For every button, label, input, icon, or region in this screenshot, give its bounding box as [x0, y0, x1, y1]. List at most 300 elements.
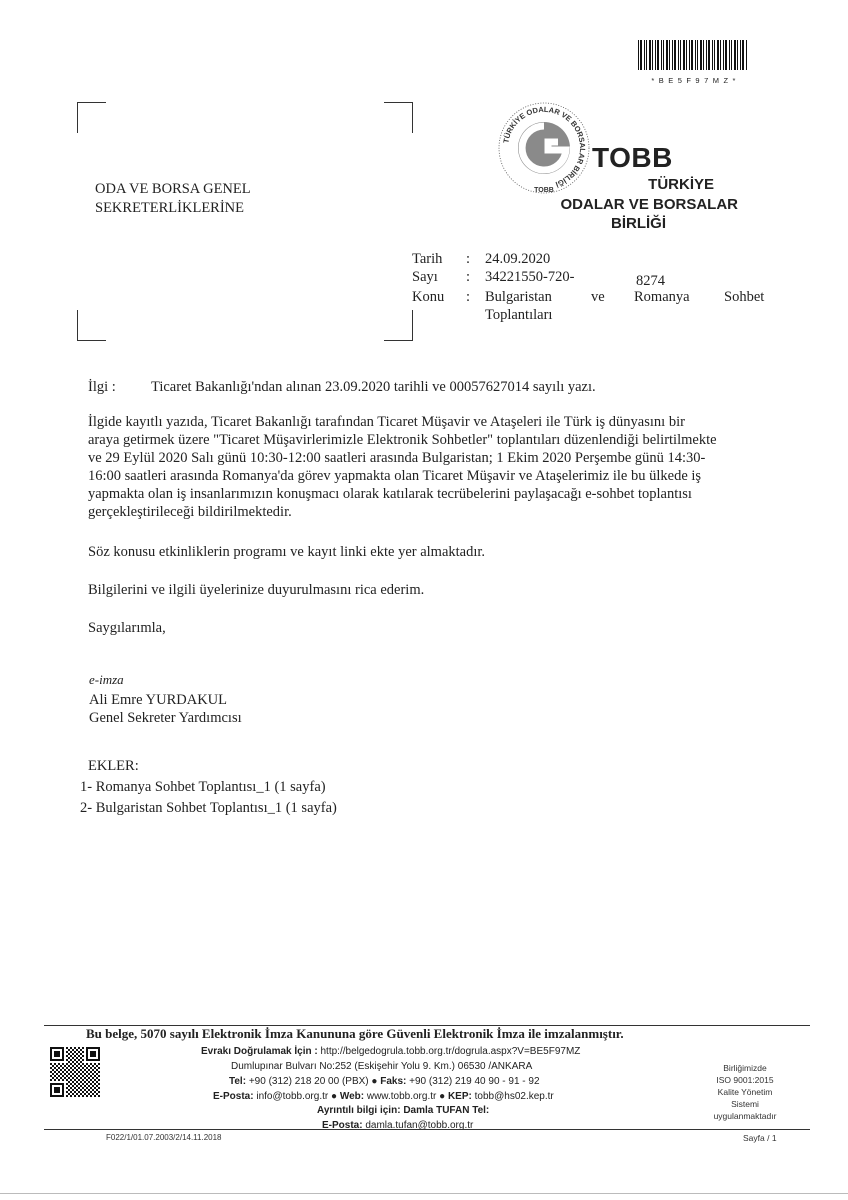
qr-module [52, 1077, 54, 1079]
barcode-bar [652, 40, 653, 70]
qr-module [52, 1065, 54, 1067]
web-value[interactable]: www.tobb.org.tr [366, 1091, 437, 1102]
qr-module [50, 1095, 52, 1097]
qr-module [62, 1047, 64, 1049]
qr-module [98, 1067, 100, 1069]
qr-module [50, 1055, 52, 1057]
qr-module [92, 1077, 94, 1079]
qr-module [62, 1049, 64, 1051]
qr-module [78, 1091, 80, 1093]
qr-module [74, 1079, 76, 1081]
qr-module [82, 1059, 84, 1061]
logo-line3: BİRLİĞİ [611, 215, 666, 232]
email-label: E-Posta: [213, 1091, 254, 1102]
qr-module [80, 1065, 82, 1067]
qr-module [54, 1089, 56, 1091]
barcode-bar [649, 40, 651, 70]
qr-module [90, 1051, 92, 1053]
qr-module [94, 1051, 96, 1053]
qr-module [78, 1087, 80, 1089]
qr-module [96, 1059, 98, 1061]
qr-module [68, 1065, 70, 1067]
qr-module [62, 1087, 64, 1089]
qr-module [50, 1087, 52, 1089]
qr-module [98, 1071, 100, 1073]
barcode-bar [731, 40, 732, 70]
qr-module [98, 1049, 100, 1051]
signatory-name: Ali Emre YURDAKUL [89, 692, 227, 708]
email-value[interactable]: info@tobb.org.tr [256, 1091, 329, 1102]
barcode-bar [734, 40, 736, 70]
qr-module [70, 1051, 72, 1053]
qr-module [62, 1085, 64, 1087]
barcode-bars [636, 40, 752, 70]
qr-module [98, 1087, 100, 1089]
qr-module [60, 1069, 62, 1071]
qr-module [78, 1095, 80, 1097]
footer-contact: E-Posta: info@tobb.org.tr ● Web: www.tobb.org.tr ● KEP: tobb@hs02.kep.tr [213, 1091, 554, 1102]
qr-module [84, 1077, 86, 1079]
qr-module [88, 1085, 90, 1087]
qr-module [96, 1077, 98, 1079]
qr-module [50, 1057, 52, 1059]
qr-module [72, 1061, 74, 1063]
iso-line: Birliğimizde [723, 1063, 767, 1073]
qr-module [58, 1079, 60, 1081]
paragraph-line: araya getirmek üzere "Ticaret Müşavirlerimizle Elektronik Sohbetler" toplantıları düzenlendiği belirtilmekte [88, 432, 717, 448]
qr-module [92, 1053, 94, 1055]
qr-module [86, 1047, 88, 1049]
qr-module [88, 1047, 90, 1049]
qr-module [74, 1047, 76, 1049]
qr-module [86, 1083, 88, 1085]
qr-module [58, 1063, 60, 1065]
page-number: Sayfa / 1 [743, 1133, 777, 1143]
qr-module [96, 1089, 98, 1091]
qr-module [88, 1069, 90, 1071]
barcode-bar [663, 40, 664, 70]
qr-module [68, 1085, 70, 1087]
qr-module [74, 1083, 76, 1085]
qr-module [70, 1059, 72, 1061]
barcode-bar [729, 40, 730, 70]
qr-module [84, 1093, 86, 1095]
qr-module [50, 1063, 52, 1065]
number-value: 34221550-720- [485, 269, 575, 285]
qr-module [50, 1047, 52, 1049]
iso-line: uygulanmaktadır [713, 1111, 777, 1121]
qr-module [62, 1071, 64, 1073]
reference-label: İlgi : [88, 379, 116, 395]
barcode-bar [697, 40, 698, 70]
barcode-bar [683, 40, 685, 70]
qr-module [66, 1083, 68, 1085]
window-corner-top-left [77, 102, 106, 133]
qr-module [98, 1055, 100, 1057]
qr-module [54, 1091, 56, 1093]
qr-module [76, 1061, 78, 1063]
qr-module [70, 1067, 72, 1069]
qr-module [80, 1085, 82, 1087]
qr-module [64, 1073, 66, 1075]
qr-module [98, 1095, 100, 1097]
iso-statement [700, 1062, 790, 1122]
number-colon: : [466, 269, 471, 285]
attachments-label: EKLER: [88, 758, 139, 774]
qr-module [58, 1067, 60, 1069]
qr-module [88, 1077, 90, 1079]
qr-module [70, 1063, 72, 1065]
barcode-bar [680, 40, 681, 70]
qr-module [54, 1095, 56, 1097]
qr-module [62, 1095, 64, 1097]
barcode-bar [686, 40, 687, 70]
qr-module [72, 1093, 74, 1095]
barcode-bar [674, 40, 676, 70]
qr-module [88, 1089, 90, 1091]
qr-module [62, 1063, 64, 1065]
qr-module [98, 1063, 100, 1065]
qr-module [50, 1089, 52, 1091]
qr-module [58, 1075, 60, 1077]
date-value: 24.09.2020 [485, 251, 551, 267]
qr-module [90, 1075, 92, 1077]
qr-module [74, 1051, 76, 1053]
qr-module [80, 1061, 82, 1063]
qr-module [62, 1059, 64, 1061]
qr-module [78, 1047, 80, 1049]
qr-module [64, 1065, 66, 1067]
qr-module [76, 1085, 78, 1087]
qr-module [66, 1071, 68, 1073]
qr-module [60, 1059, 62, 1061]
subject-word-4: Sohbet [724, 289, 765, 305]
qr-module [88, 1081, 90, 1083]
qr-module [66, 1087, 68, 1089]
qr-module [86, 1057, 88, 1059]
qr-module [58, 1095, 60, 1097]
qr-code [50, 1044, 100, 1100]
qr-module [66, 1095, 68, 1097]
footer-verify [201, 1046, 580, 1057]
qr-module [70, 1071, 72, 1073]
tobb-logo [496, 100, 746, 240]
qr-module [56, 1087, 58, 1089]
window-corner-top-right [384, 102, 413, 133]
qr-module [56, 1059, 58, 1061]
qr-module [54, 1075, 56, 1077]
footer-rule-bottom [44, 1129, 810, 1130]
qr-module [76, 1073, 78, 1075]
qr-module [80, 1057, 82, 1059]
qr-module [58, 1087, 60, 1089]
barcode-bar [655, 40, 656, 70]
qr-module [62, 1075, 64, 1077]
tel-label: Tel: [229, 1076, 247, 1087]
qr-module [98, 1079, 100, 1081]
qr-module [56, 1069, 58, 1071]
verify-url[interactable]: http://belgedogrula.tobb.org.tr/dogrula.aspx?V=BE5F97MZ [320, 1046, 581, 1057]
qr-module [74, 1087, 76, 1089]
paragraph-line: yapmakta olan iş insanlarımızın konuşmacı olarak katılarak tecrübelerini paylaşacağı e-sohbet toplantısı [88, 486, 692, 502]
paragraph-line: ve 29 Eylül 2020 Salı günü 10:30-12:00 saatleri arasında Bulgaristan; 1 Ekim 2020 Perşembe günü 14:30- [88, 450, 706, 466]
eimza-mark: e-imza [89, 672, 124, 687]
attachment-item-2: 2- Bulgaristan Sohbet Toplantısı_1 (1 sayfa) [80, 800, 337, 816]
qr-module [62, 1093, 64, 1095]
qr-module [82, 1083, 84, 1085]
qr-module [52, 1095, 54, 1097]
qr-module [80, 1081, 82, 1083]
qr-module [94, 1091, 96, 1093]
qr-module [78, 1059, 80, 1061]
qr-module [58, 1091, 60, 1093]
subject-colon: : [466, 289, 471, 305]
body-paragraph-2: Söz konusu etkinliklerin programı ve kayıt linki ekte yer almaktadır. [88, 544, 486, 560]
detail-label: Ayrıntılı bilgi için: [317, 1105, 401, 1116]
qr-module [90, 1095, 92, 1097]
qr-module [52, 1083, 54, 1085]
subject-label: Konu [412, 289, 445, 305]
qr-module [54, 1087, 56, 1089]
qr-module [74, 1059, 76, 1061]
paragraph-line: 16:00 saatleri arasında Romanya'da görev yapmakta olan Ticaret Müşavir ve Ataşelerimiz ile bu ülkede iş [88, 468, 702, 484]
qr-module [60, 1065, 62, 1067]
qr-module [50, 1071, 52, 1073]
qr-module [92, 1081, 94, 1083]
qr-module [50, 1085, 52, 1087]
qr-module [70, 1079, 72, 1081]
recipient-line2: SEKRETERLİKLERİNE [95, 200, 245, 216]
qr-module [56, 1095, 58, 1097]
qr-module [56, 1073, 58, 1075]
qr-module [50, 1075, 52, 1077]
qr-module [92, 1059, 94, 1061]
qr-module [74, 1095, 76, 1097]
qr-module [76, 1081, 78, 1083]
qr-module [68, 1077, 70, 1079]
qr-module [68, 1093, 70, 1095]
qr-module [68, 1089, 70, 1091]
qr-module [90, 1083, 92, 1085]
qr-module [72, 1053, 74, 1055]
barcode-bar [638, 40, 639, 70]
qr-module [94, 1063, 96, 1065]
qr-module [84, 1069, 86, 1071]
web-label: Web: [339, 1091, 365, 1102]
iso-line: ISO 9001:2015 [716, 1075, 774, 1085]
qr-module [56, 1055, 58, 1057]
logo-line2: ODALAR VE BORSALAR [560, 196, 738, 213]
qr-module [70, 1075, 72, 1077]
barcode-bar [703, 40, 704, 70]
detail-email-value[interactable]: damla.tufan@tobb.org.tr [365, 1120, 474, 1131]
qr-module [66, 1075, 68, 1077]
qr-module [54, 1047, 56, 1049]
qr-module [68, 1053, 70, 1055]
qr-module [54, 1083, 56, 1085]
barcode-bar [720, 40, 721, 70]
logo-line1: TÜRKİYE [648, 176, 714, 193]
qr-module [72, 1085, 74, 1087]
qr-module [58, 1089, 60, 1091]
qr-module [96, 1093, 98, 1095]
qr-module [78, 1051, 80, 1053]
qr-module [90, 1063, 92, 1065]
window-corner-bottom-right [384, 310, 413, 341]
barcode-bar [644, 40, 645, 70]
date-label: Tarih [412, 251, 443, 267]
subject-word-2: ve [591, 289, 605, 305]
qr-module [66, 1059, 68, 1061]
qr-module [90, 1087, 92, 1089]
qr-module [76, 1093, 78, 1095]
qr-module [82, 1047, 84, 1049]
qr-module [82, 1067, 84, 1069]
qr-module [80, 1053, 82, 1055]
qr-module [86, 1051, 88, 1053]
qr-module [76, 1049, 78, 1051]
logo-name: TOBB [592, 142, 673, 173]
detail-tel-label: Tel: [472, 1105, 490, 1116]
qr-module [50, 1091, 52, 1093]
qr-module [58, 1055, 60, 1057]
qr-module [60, 1095, 62, 1097]
barcode-bar [737, 40, 738, 70]
barcode-bar [640, 40, 642, 70]
qr-module [52, 1073, 54, 1075]
qr-module [98, 1059, 100, 1061]
fax-label: Faks: [380, 1076, 407, 1087]
qr-module [78, 1083, 80, 1085]
barcode-bar [700, 40, 702, 70]
qr-module [82, 1091, 84, 1093]
qr-module [90, 1055, 92, 1057]
date-colon: : [466, 251, 471, 267]
barcode-bar [695, 40, 696, 70]
qr-module [68, 1073, 70, 1075]
qr-module [94, 1055, 96, 1057]
barcode-bar [669, 40, 670, 70]
qr-module [96, 1065, 98, 1067]
qr-module [76, 1057, 78, 1059]
qr-module [54, 1059, 56, 1061]
barcode-bar [657, 40, 659, 70]
qr-module [88, 1093, 90, 1095]
qr-module [78, 1055, 80, 1057]
qr-module [94, 1053, 96, 1055]
qr-module [90, 1059, 92, 1061]
qr-module [84, 1073, 86, 1075]
kep-value[interactable]: tobb@hs02.kep.tr [474, 1091, 554, 1102]
qr-module [60, 1047, 62, 1049]
barcode-bar [661, 40, 662, 70]
paragraph-line: gerçekleştirileceği bildirilmektedir. [88, 504, 292, 520]
qr-module [74, 1091, 76, 1093]
qr-module [92, 1051, 94, 1053]
barcode-bar [714, 40, 715, 70]
qr-module [76, 1069, 78, 1071]
qr-module [92, 1065, 94, 1067]
qr-module [72, 1057, 74, 1059]
barcode-bar [666, 40, 668, 70]
qr-module [76, 1089, 78, 1091]
qr-module [58, 1053, 60, 1055]
qr-module [90, 1047, 92, 1049]
qr-module [66, 1047, 68, 1049]
qr-module [74, 1075, 76, 1077]
qr-module [54, 1053, 56, 1055]
qr-module [90, 1079, 92, 1081]
qr-module [82, 1051, 84, 1053]
iso-line: Kalite Yönetim [717, 1087, 773, 1097]
detail-email-label: E-Posta: [322, 1120, 363, 1131]
qr-module [50, 1051, 52, 1053]
qr-module [86, 1053, 88, 1055]
qr-module [70, 1083, 72, 1085]
qr-module [66, 1051, 68, 1053]
qr-module [86, 1071, 88, 1073]
qr-module [96, 1069, 98, 1071]
barcode-code: * B E 5 F 9 7 M Z * [651, 76, 737, 85]
qr-module [86, 1067, 88, 1069]
qr-module [74, 1071, 76, 1073]
qr-module [70, 1091, 72, 1093]
qr-module [96, 1073, 98, 1075]
qr-module [62, 1053, 64, 1055]
logo-ring-text: TÜRKİYE ODALAR VE BORSALAR BİRLİĞİ [501, 104, 588, 189]
qr-module [66, 1055, 68, 1057]
barcode-bar [672, 40, 673, 70]
qr-module [86, 1087, 88, 1089]
qr-module [50, 1083, 52, 1085]
qr-module [96, 1047, 98, 1049]
qr-module [98, 1053, 100, 1055]
qr-module [80, 1073, 82, 1075]
qr-module [80, 1069, 82, 1071]
qr-module [62, 1055, 64, 1057]
qr-module [84, 1089, 86, 1091]
qr-module [50, 1093, 52, 1095]
qr-module [86, 1091, 88, 1093]
qr-module [86, 1095, 88, 1097]
qr-module [66, 1079, 68, 1081]
number-suffix: 8274 [636, 273, 665, 289]
qr-module [90, 1091, 92, 1093]
footer-detail [317, 1105, 489, 1116]
reference-text: Ticaret Bakanlığı'ndan alınan 23.09.2020 tarihli ve 00057627014 sayılı yazı. [151, 379, 596, 395]
qr-module [92, 1089, 94, 1091]
qr-module [92, 1093, 94, 1095]
detail-name: Damla TUFAN [403, 1105, 470, 1116]
footer-tel-fax: Tel: +90 (312) 218 20 00 (PBX) ● Faks: +90 (312) 219 40 90 - 91 - 92 [229, 1076, 540, 1087]
qr-module [94, 1095, 96, 1097]
qr-module [66, 1067, 68, 1069]
barcode-bar [742, 40, 744, 70]
qr-module [60, 1077, 62, 1079]
qr-module [72, 1065, 74, 1067]
qr-module [80, 1077, 82, 1079]
qr-module [86, 1059, 88, 1061]
qr-module [82, 1079, 84, 1081]
qr-module [50, 1049, 52, 1051]
qr-module [56, 1077, 58, 1079]
barcode-bar [746, 40, 747, 70]
qr-module [62, 1051, 64, 1053]
qr-module [78, 1075, 80, 1077]
recipient-block [95, 180, 251, 218]
qr-module [58, 1047, 60, 1049]
qr-module [80, 1049, 82, 1051]
